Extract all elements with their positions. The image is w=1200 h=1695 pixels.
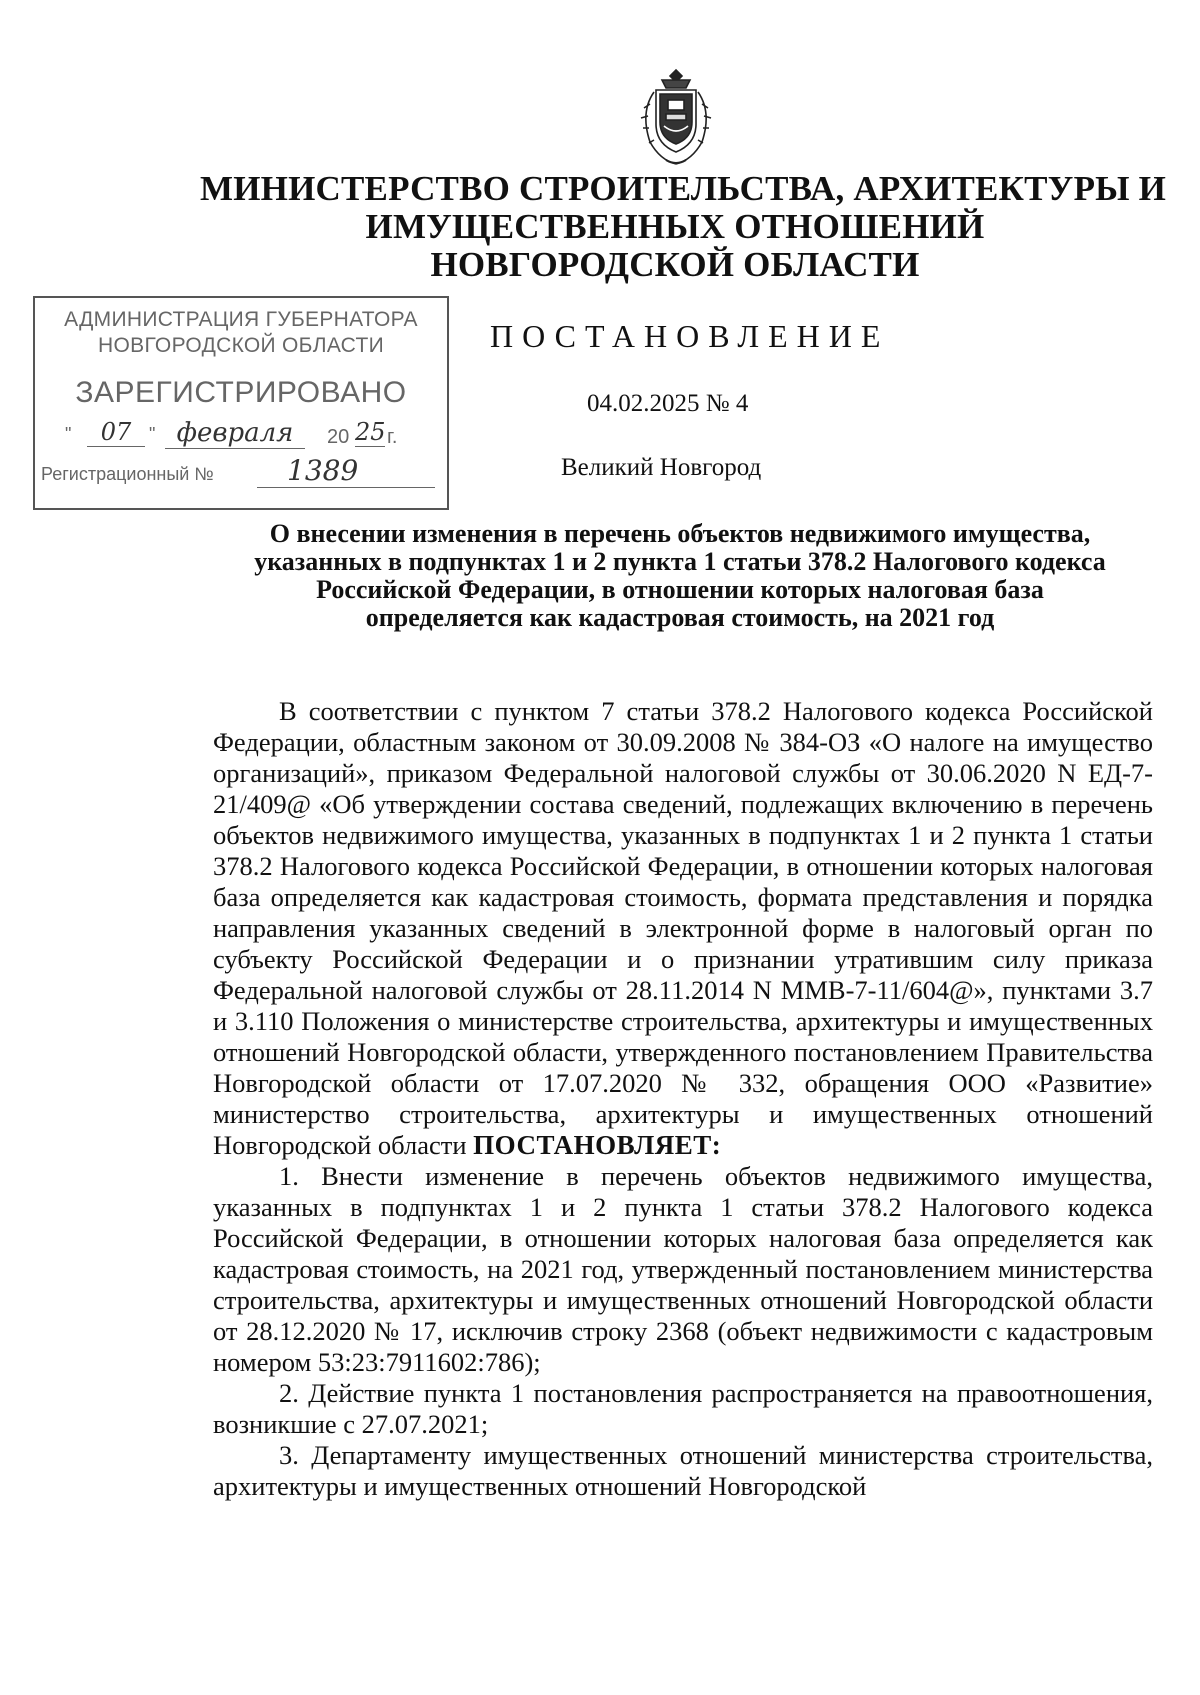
stamp-year-prefix: 20 (327, 426, 350, 448)
stamp-authority-line: АДМИНИСТРАЦИЯ ГУБЕРНАТОРА (64, 308, 418, 331)
subject-line: определяется как кадастровая стоимость, на 2021 год (365, 603, 995, 632)
stamp-reg-label: Регистрационный № (41, 464, 214, 484)
subject-line: Российской Федерации, в отношении которых налоговая база (316, 575, 1044, 604)
stamp-quote-open: " (65, 424, 72, 444)
document-subject (205, 520, 1155, 632)
resolves-word: ПОСТАНОВЛЯЕТ: (473, 1130, 722, 1160)
registration-stamp (33, 296, 449, 510)
stamp-status: ЗАРЕГИСТРИРОВАНО (75, 376, 407, 409)
preamble-paragraph (213, 696, 1153, 1161)
ministry-line: НОВГОРОДСКОЙ ОБЛАСТИ (430, 245, 920, 284)
item-paragraph: 2. Действие пункта 1 постановления распространяется на правоотношения, возникшие с 27.07.2021; (213, 1378, 1153, 1439)
stamp-month: февраля (165, 418, 305, 449)
document-type: ПОСТАНОВЛЕНИЕ (490, 318, 890, 354)
item-paragraph: 1. Внести изменение в перечень объектов недвижимого имущества, указанных в подпунктах 1 и 2 пункта 1 статьи 378.2 Налогового кодекса Российской Федерации, в отношении которых налоговая база определяется как кадастровая стоимость, на 2021 год, утвержденный постановлением министерства строительства, архитектуры и имущественных отношений Новгородской области от 28.12.2020 № 17, исключив строку 2368 (объект недвижимости с кадастровым номером 53:23:7911602:786); (213, 1161, 1153, 1377)
stamp-quote-close: " (149, 424, 156, 444)
document-city: Великий Новгород (561, 454, 762, 481)
document-body (213, 696, 1153, 1502)
stamp-year-g: г. (387, 426, 398, 448)
document-date-number: 04.02.2025 № 4 (587, 390, 749, 417)
stamp-day: 07 (87, 418, 145, 447)
item-paragraph: 3. Департаменту имущественных отношений министерства строительства, архитектуры и имущественных отношений Новгородской (213, 1440, 1153, 1501)
ministry-line: МИНИСТЕРСТВО СТРОИТЕЛЬСТВА, АРХИТЕКТУРЫ И (200, 169, 1167, 208)
subject-line: О внесении изменения в перечень объектов недвижимого имущества, (269, 519, 1091, 548)
subject-line: указанных в подпунктах 1 и 2 пункта 1 статьи 378.2 Налогового кодекса (254, 547, 1106, 576)
stamp-year-suffix: 25 (355, 418, 386, 446)
preamble-text: В соответствии с пунктом 7 статьи 378.2 Налогового кодекса Российской Федерации, областным законом от 30.09.2008 № 384-ОЗ «О налоге на имущество организаций», приказом Федеральной налоговой службы от 30.06.2020 N ЕД-7-21/409@ «Об утверждении состава сведений, подлежащих включению в перечень объектов недвижимого имущества, указанных в подпунктах 1 и 2 пункта 1 статьи 378.2 Налогового кодекса Российской Федерации, в отношении которых налоговая база определяется как кадастровая стоимость, формата представления и порядка направления указанных сведений в электронной форме в налоговый орган по субъекту Российской Федерации и о признании утратившим силу приказа Федеральной налоговой службы от 28.11.2014 N ММВ-7-11/604@», пунктами 3.7 и 3.110 Положения о министерстве строительства, архитектуры и имущественных отношений Новгородской области, утвержденного постановлением Правительства Новгородской области от 17.07.2020 № 332, обращения ООО «Развитие» министерство строительства, архитектуры и имущественных отношений Новгородской области (213, 696, 1153, 1160)
coat-of-arms-icon (636, 64, 716, 168)
stamp-reg-number: 1389 (257, 454, 435, 488)
stamp-date (65, 418, 435, 458)
ministry-name (200, 169, 1167, 284)
stamp-region-line: НОВГОРОДСКОЙ ОБЛАСТИ (98, 334, 384, 357)
ministry-line: ИМУЩЕСТВЕННЫХ ОТНОШЕНИЙ (365, 207, 985, 246)
